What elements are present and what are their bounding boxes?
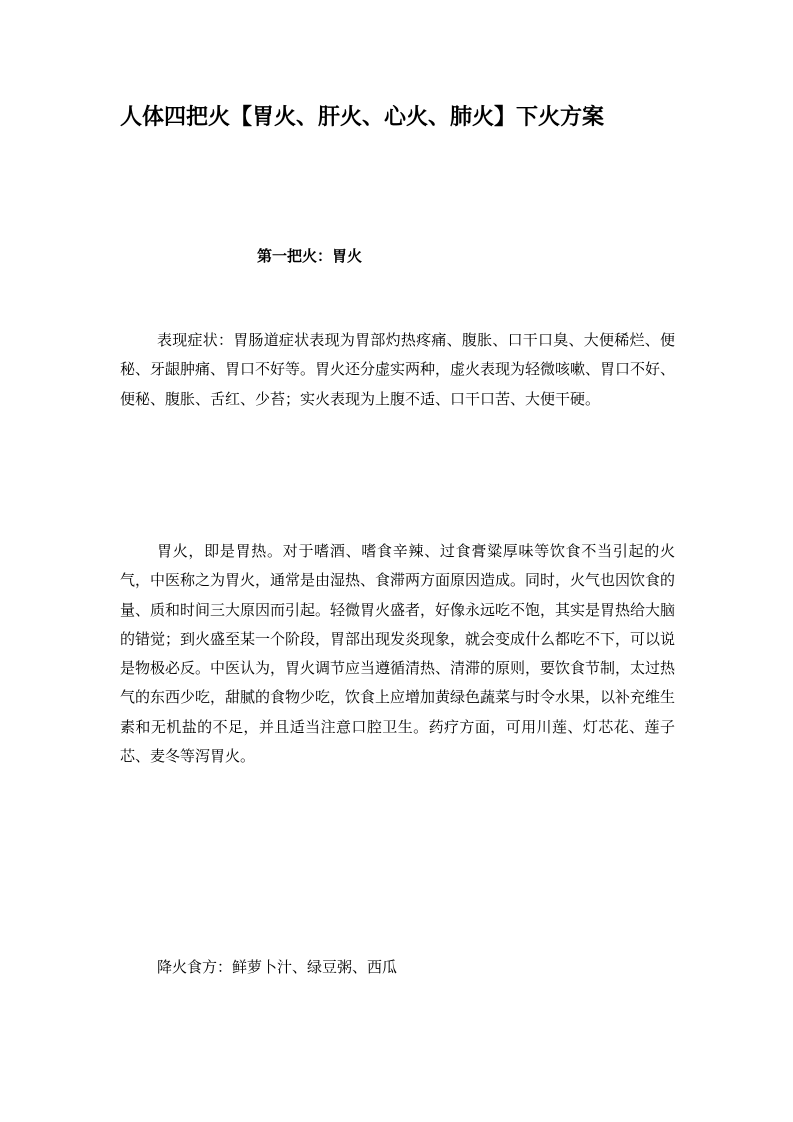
paragraph-recipe: 降火食方：鲜萝卜汁、绿豆粥、西瓜: [157, 958, 398, 976]
document-title: 人体四把火【胃火、肝火、心火、肺火】下火方案: [120, 104, 605, 130]
section-heading-stomach-fire: 第一把火：胃火: [257, 247, 363, 265]
paragraph-explanation: 胃火，即是胃热。对于嗜酒、嗜食辛辣、过食膏粱厚味等饮食不当引起的火气，中医称之为胃火，通常是由湿热、食滞两方面原因造成。同时，火气也因饮食的量、质和时间三大原因而引起。轻微胃火盛者，好像永远吃不饱，其实是胃热给大脑的错觉；到火盛至某一个阶段，胃部出现发炎现象，就会变成什么都吃不下，可以说是物极必反。中医认为，胃火调节应当遵循清热、清滞的原则，要饮食节制，太过热气的东西少吃，甜腻的食物少吃，饮食上应增加黄绿色蔬菜与时令水果，以补充维生素和无机盐的不足，并且适当注意口腔卫生。药疗方面，可用川莲、灯芯花、莲子芯、麦冬等泻胃火。: [120, 542, 676, 766]
paragraph-symptoms: 表现症状：胃肠道症状表现为胃部灼热疼痛、腹胀、口干口臭、大便稀烂、便秘、牙龈肿痛、胃口不好等。胃火还分虚实两种，虚火表现为轻微咳嗽、胃口不好、便秘、腹胀、舌红、少苔；实火表现为上腹不适、口干口苦、大便干硬。: [120, 331, 676, 408]
